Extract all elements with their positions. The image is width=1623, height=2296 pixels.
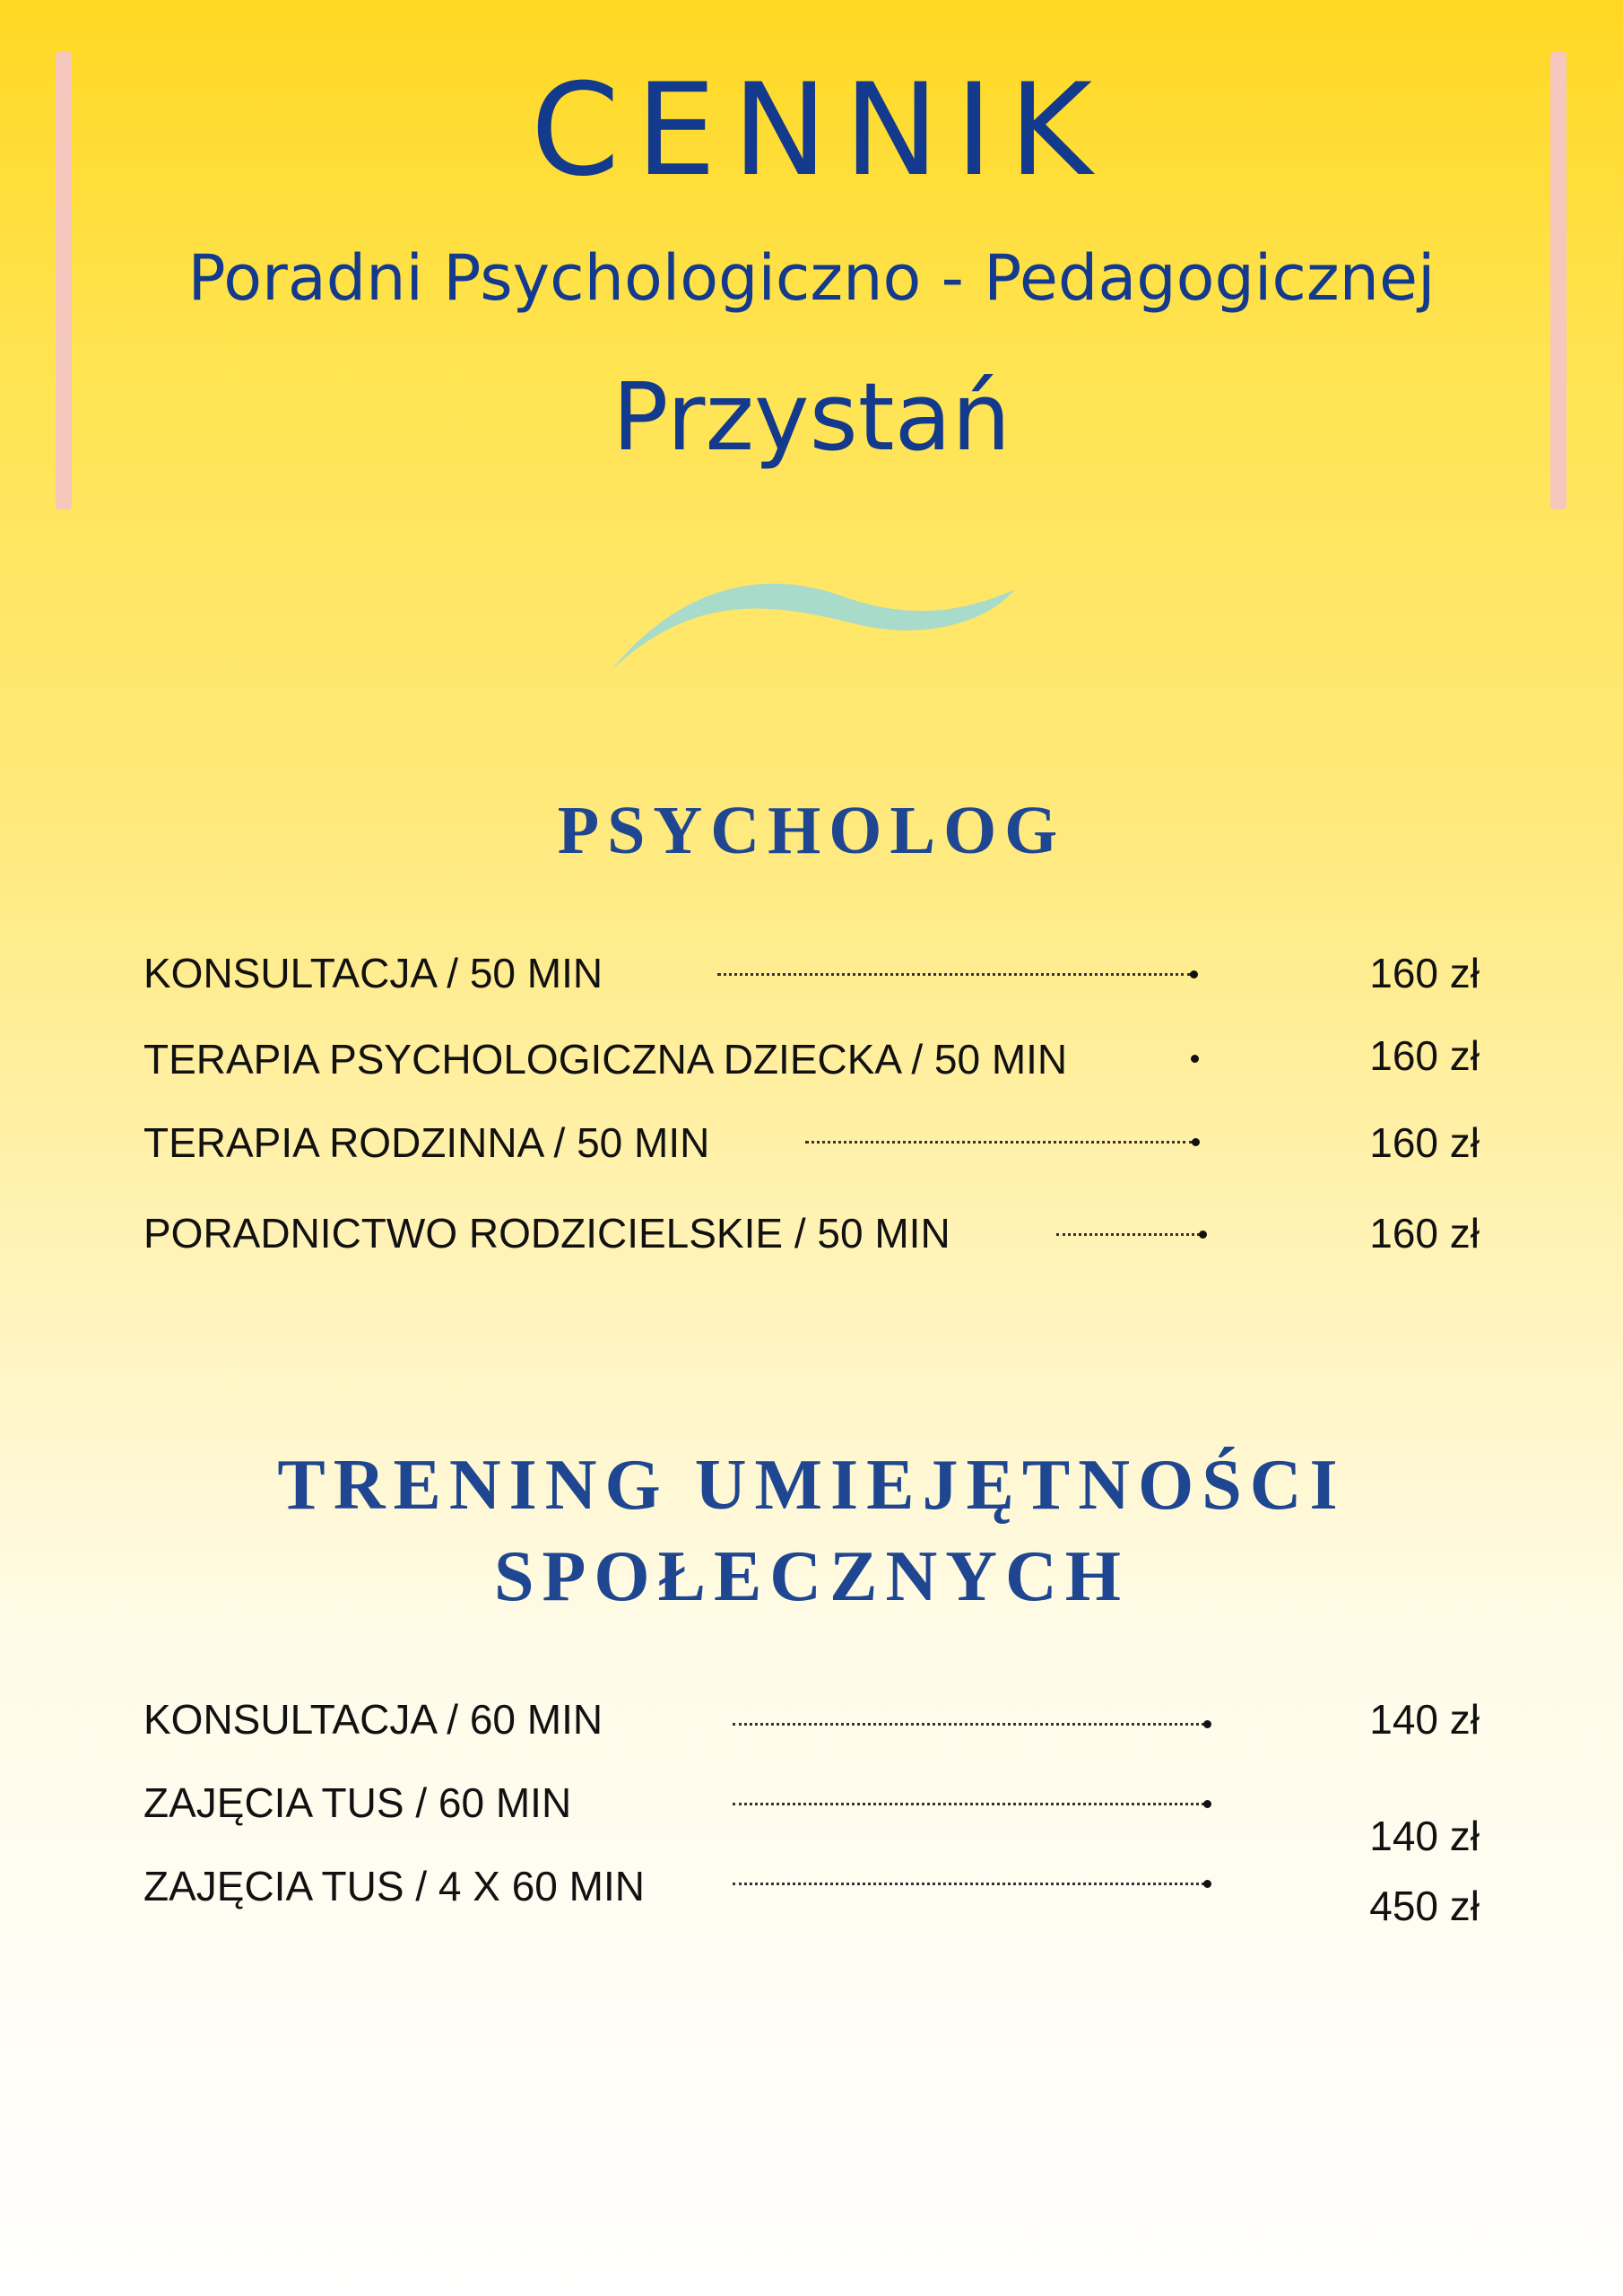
dotted-leader — [1056, 1233, 1200, 1236]
service-price: 160 zł — [1369, 1032, 1480, 1079]
service-label: PORADNICTWO RODZICIELSKIE / 50 MIN — [143, 1210, 950, 1257]
service-price: 140 zł — [1369, 1813, 1480, 1859]
dotted-leader — [733, 1723, 1204, 1726]
page-title: CENNIK — [530, 57, 1109, 204]
service-label: KONSULTACJA / 60 MIN — [143, 1696, 603, 1743]
service-price: 450 zł — [1369, 1883, 1480, 1929]
dotted-leader — [733, 1883, 1204, 1885]
dotted-leader — [717, 973, 1191, 976]
service-price: 140 zł — [1369, 1696, 1480, 1743]
section-heading-line: TRENING UMIEJĘTNOŚCI — [277, 1446, 1346, 1525]
section-heading-line: SPOŁECZNYCH — [494, 1537, 1129, 1617]
service-label: TERAPIA PSYCHOLOGICZNA DZIECKA / 50 MIN — [143, 1036, 1068, 1083]
dotted-leader — [733, 1803, 1204, 1805]
clinic-name: Przystań — [612, 362, 1011, 472]
service-price: 160 zł — [1369, 1119, 1480, 1166]
service-label: KONSULTACJA / 50 MIN — [143, 950, 603, 996]
page-subtitle: Poradni Psychologiczno - Pedagogicznej — [187, 241, 1436, 315]
leader-dot — [1191, 1055, 1199, 1063]
wave-decoration-icon — [601, 570, 1022, 677]
dotted-leader — [805, 1141, 1193, 1144]
section-heading-trening — [0, 1439, 1623, 1623]
service-price: 160 zł — [1369, 950, 1480, 996]
section-heading-psycholog: PSYCHOLOG — [557, 793, 1066, 868]
service-price: 160 zł — [1369, 1210, 1480, 1257]
service-label: ZAJĘCIA TUS / 60 MIN — [143, 1779, 572, 1826]
service-label: ZAJĘCIA TUS / 4 X 60 MIN — [143, 1863, 645, 1909]
service-label: TERAPIA RODZINNA / 50 MIN — [143, 1119, 710, 1166]
